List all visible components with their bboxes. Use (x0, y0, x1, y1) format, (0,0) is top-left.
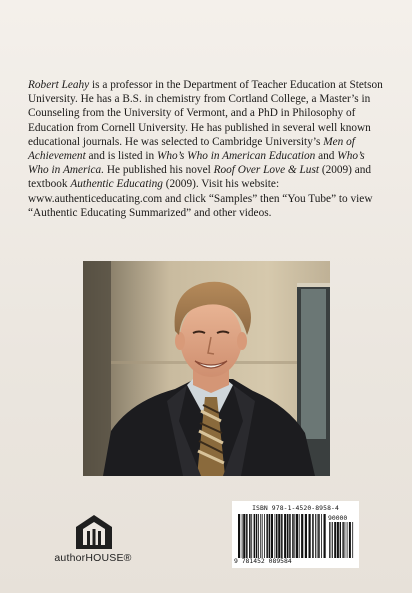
addon-barcode-bar (340, 522, 341, 558)
bio-text-4: He published his novel (104, 164, 214, 177)
addon-barcode-bars (329, 522, 355, 558)
isbn-barcode (232, 501, 359, 568)
barcode-bar (292, 514, 294, 558)
addon-barcode-bar (332, 522, 333, 558)
barcode-bar (275, 514, 276, 558)
title-men-of-achievement: Men of Achievement (28, 135, 355, 163)
author-photo (83, 261, 330, 476)
barcode-bar (309, 514, 311, 558)
addon-barcode-bar (329, 522, 330, 558)
barcode-bar (262, 514, 263, 558)
bio-text-2: and is listed in (85, 150, 157, 163)
barcode-bar (281, 514, 283, 558)
barcode-bar (294, 514, 295, 558)
barcode-bar (289, 514, 291, 558)
price-code: 90000 (328, 514, 348, 522)
barcode-bar (264, 514, 265, 558)
addon-barcode-bar (337, 522, 339, 558)
barcode-bar (269, 514, 271, 558)
publisher-name: authorHOUSE® (54, 552, 132, 564)
barcode-bar (242, 514, 243, 558)
barcode-bar (299, 514, 300, 558)
barcode-bar (284, 514, 286, 558)
isbn-number: ISBN 978-1-4520-8958-4 (252, 504, 339, 512)
bio-text-6: (2009). Visit his website: www.authenticeducating.com and click “Samples” then “You Tube” to view “Authentic Educating Summarized” and other videos. (28, 178, 373, 219)
barcode-bar (317, 514, 318, 558)
barcode-bar (278, 514, 280, 558)
barcode-bar (254, 514, 256, 558)
addon-barcode-bar (342, 522, 343, 558)
bio-text-1: is a professor in the Department of Teacher Education at Stetson University. He has a B.S. in chemistry from Cortland College, a Master’s in Counseling from the University of Vermont, and a PhD in Philosophy of Education from Cornell University. He has published in several well known educational journals. He was selected to Cambridge University’s (28, 79, 383, 148)
addon-barcode-bar (331, 522, 332, 558)
bio-text-5: (2009) and textbook (28, 164, 372, 191)
addon-barcode-bar (352, 522, 353, 558)
title-novel: Roof Over Love & Lust (213, 164, 319, 177)
addon-barcode-bar (345, 522, 346, 558)
barcode-bar (249, 514, 251, 558)
barcode-bar (324, 514, 326, 558)
addon-barcode-bar (349, 522, 351, 558)
author-bio (28, 78, 388, 220)
barcode-bar (260, 514, 261, 558)
title-whos-who-education: Who’s Who in American Education (156, 150, 316, 163)
barcode-bar (256, 514, 257, 558)
barcode-bar (243, 514, 245, 558)
title-textbook: Authentic Educating (70, 178, 163, 191)
barcode-bar (287, 514, 289, 558)
barcode-bar (258, 514, 259, 558)
barcode-bar (312, 514, 314, 558)
barcode-bar (276, 514, 278, 558)
barcode-bar (305, 514, 307, 558)
barcode-bar (246, 514, 248, 558)
bio-text-3: and (315, 150, 338, 163)
author-name: Robert Leahy (28, 79, 90, 91)
addon-barcode-bar (334, 522, 336, 558)
barcode-bar (296, 514, 298, 558)
barcode-bar (251, 514, 252, 558)
addon-barcode-bar (347, 522, 348, 558)
author-portrait-illustration (83, 261, 330, 476)
publisher-logo (48, 513, 138, 573)
barcode-bar (271, 514, 273, 558)
barcode-bar (318, 514, 320, 558)
barcode-bar (301, 514, 303, 558)
barcode-bar (315, 514, 316, 558)
ean-barcode-bars (238, 514, 326, 558)
ean-digits: 9 781452 089584 (234, 557, 292, 565)
title-whos-who-america: Who’s Who in America. (28, 150, 365, 177)
barcode-bar (321, 514, 322, 558)
authorhouse-logo-icon (74, 513, 114, 551)
barcode-bar (266, 514, 268, 558)
barcode-bar (238, 514, 240, 558)
